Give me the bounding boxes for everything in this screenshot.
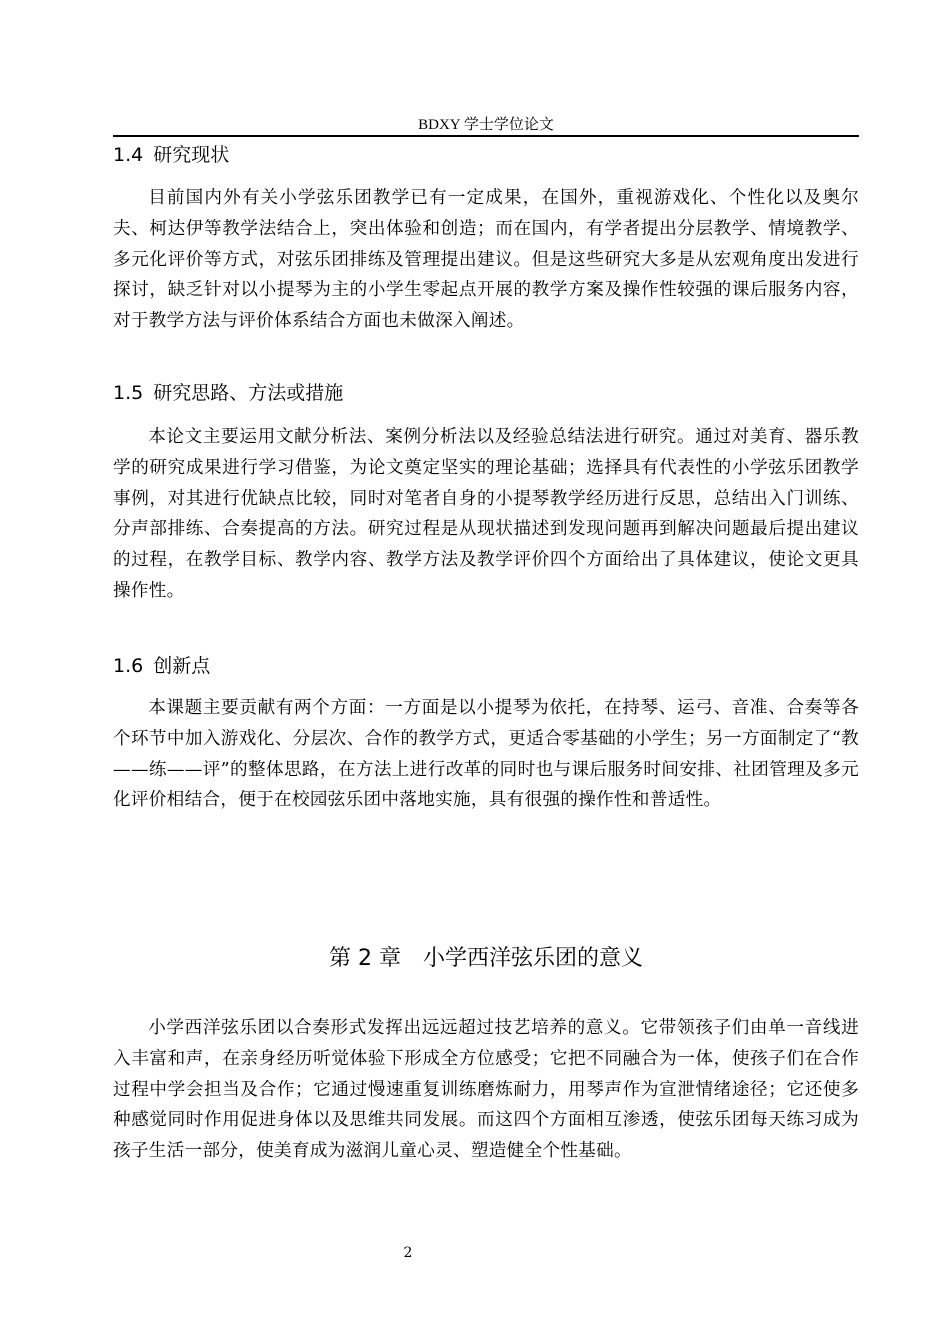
section-paragraph: 目前国内外有关小学弦乐团教学已有一定成果，在国外，重视游戏化、个性化以及奥尔夫、柯达伊等教学法结合上，突出体验和创造；而在国内，有学者提出分层教学、情境教学、多元化评价等方式，对弦乐团排练及管理提出建议。但是这些研究大多是从宏观角度出发进行探讨，缺乏针对以小提琴为主的小学生零起点开展的教学方案及操作性较强的课后服务内容，对于教学方法与评价体系结合方面也未做深入阐述。 <box>113 188 859 332</box>
chapter-label: 第 2 章 <box>329 946 401 971</box>
section-paragraph: 本课题主要贡献有两个方面：一方面是以小提琴为依托，在持琴、运弓、音准、合奏等各个环节中加入游戏化、分层次、合作的教学方式，更适合零基础的小学生；另一方面制定了“教——练——评”的整体思路，在方法上进行改革的同时也与课后服务时间安排、社团管理及多元化评价相结合，便于在校园弦乐团中落地实施，具有很强的操作性和普适性。 <box>113 698 859 811</box>
section-number: 1.4 <box>113 144 144 166</box>
running-header: BDXY 学士学位论文 <box>418 117 554 133</box>
section-heading-1-5 <box>113 380 859 406</box>
chapter-title-text: 小学西洋弦乐团的意义 <box>422 946 643 971</box>
section-number: 1.5 <box>113 382 144 404</box>
section-title: 研究思路、方法或措施 <box>153 382 344 404</box>
page-number: 2 <box>403 1245 413 1261</box>
section-title: 研究现状 <box>153 144 230 166</box>
header-rule <box>113 135 859 137</box>
chapter-paragraph: 小学西洋弦乐团以合奏形式发挥出远远超过技艺培养的意义。它带领孩子们由单一音线进入丰富和声，在亲身经历听觉体验下形成全方位感受；它把不同融合为一体，使孩子们在合作过程中学会担当及合作；它通过慢速重复训练磨炼耐力，用琴声作为宣泄情绪途径；它还使多种感觉同时作用促进身体以及思维共同发展。而这四个方面相互渗透，使弦乐团每天练习成为孩子生活一部分，使美育成为滋润儿童心灵、塑造健全个性基础。 <box>113 1018 859 1162</box>
document-page <box>113 0 859 1344</box>
section-number: 1.6 <box>113 655 144 677</box>
section-title: 创新点 <box>153 655 211 677</box>
section-heading-1-6 <box>113 653 859 679</box>
section-paragraph: 本论文主要运用文献分析法、案例分析法以及经验总结法进行研究。通过对美育、器乐教学的研究成果进行学习借鉴，为论文奠定坚实的理论基础；选择具有代表性的小学弦乐团教学事例，对其进行优缺点比较，同时对笔者自身的小提琴教学经历进行反思，总结出入门训练、分声部排练、合奏提高的方法。研究过程是从现状描述到发现问题再到解决问题最后提出建议的过程，在教学目标、教学内容、教学方法及教学评价四个方面给出了具体建议，使论文更具操作性。 <box>113 427 859 601</box>
chapter-title <box>113 944 859 974</box>
section-heading-1-4 <box>113 142 859 168</box>
